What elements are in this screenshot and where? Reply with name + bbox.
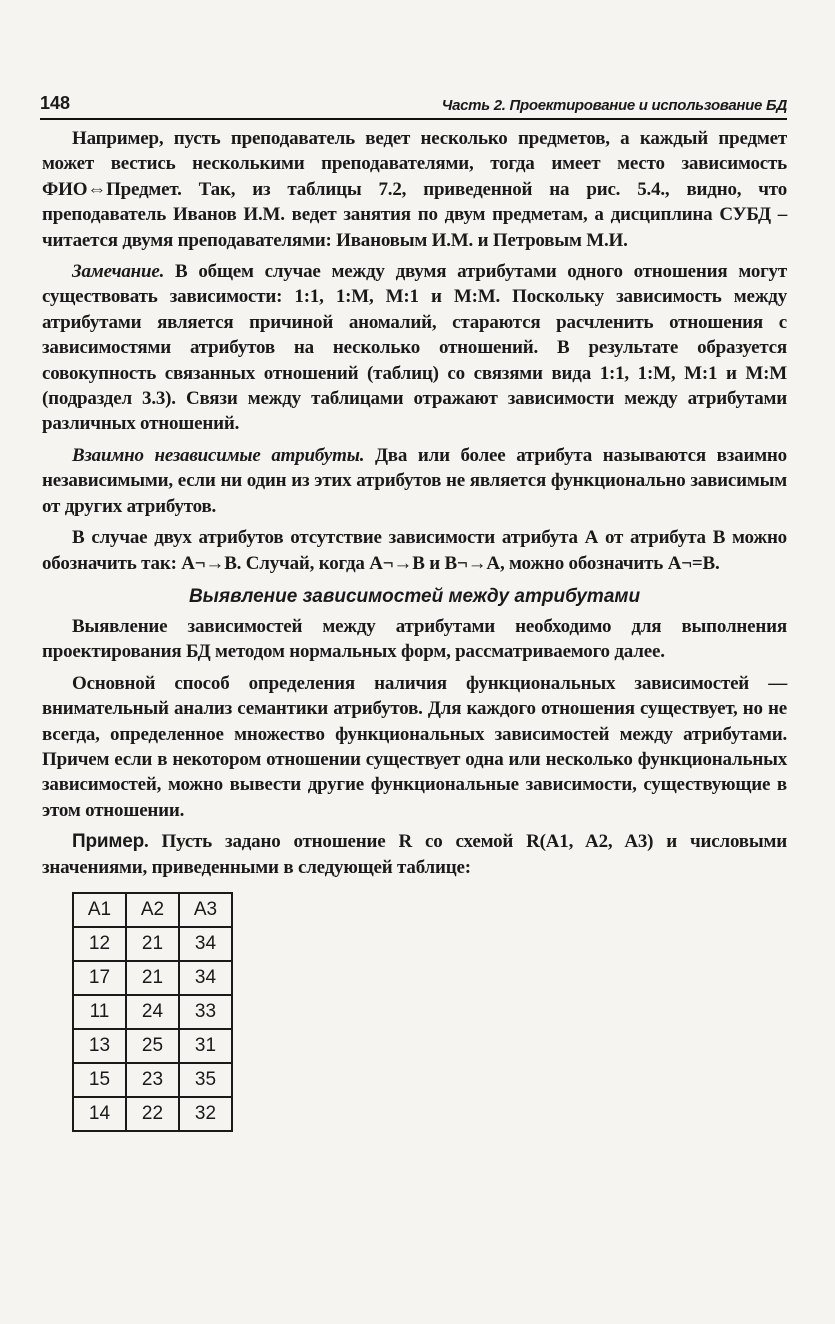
page-header <box>40 94 787 120</box>
relation-table <box>72 892 233 1132</box>
paragraph <box>42 525 787 576</box>
paragraph-text: Основной способ определения наличия функциональных зависимостей — внимательный анализ семантики атрибутов. Для каждого отношения существует, но не всегда, определенное множество функциональных зависимостей между атрибутами. Причем если в некотором отношении существует одна или несколько функциональных зависимостей, можно вывести другие функциональные зависимости, существующие в этом отношении. <box>42 672 787 821</box>
table-row <box>73 1029 232 1063</box>
column-header: A2 <box>126 893 179 927</box>
table-header-row <box>73 893 232 927</box>
paragraph <box>42 126 787 253</box>
table-cell: 22 <box>126 1097 179 1131</box>
table-cell: 32 <box>179 1097 232 1131</box>
paragraph <box>42 671 787 823</box>
column-header: A1 <box>73 893 126 927</box>
paragraph-remark <box>42 259 787 437</box>
paragraph-text: Например, пусть преподаватель ведет несколько предметов, а каждый предмет может вестись несколькими преподавателями, тогда имеет место зависимость ФИО⇔Предмет. Так, из таблицы 7.2, приведенной на рис. 5.4., видно, что преподаватель Иванов И.М. ведет занятия по двум предметам, а дисциплина СУБД – читается двумя преподавателями: Ивановым И.М. и Петровым М.И. <box>42 128 787 251</box>
paragraph-text: Выявление зависимостей между атрибутами необходимо для выполнения проектирования БД методом нормальных форм, рассматриваемого далее. <box>42 615 787 663</box>
table-cell: 15 <box>73 1063 126 1097</box>
table-cell: 24 <box>126 995 179 1029</box>
paragraph-lead: Замечание. <box>72 261 165 283</box>
paragraph-example <box>42 829 787 880</box>
paragraph-text: . Пусть задано отношение R со схемой R(A1, A2, A3) и числовыми значениями, приведенными в следующей таблице: <box>42 831 787 878</box>
table-cell: 33 <box>179 995 232 1029</box>
table-cell: 21 <box>126 927 179 961</box>
paragraph-lead: Пример <box>72 831 144 853</box>
table-cell: 14 <box>73 1097 126 1131</box>
table-row <box>73 927 232 961</box>
running-title: Часть 2. Проектирование и использование БД <box>441 97 787 114</box>
paragraph <box>42 614 787 665</box>
table-row <box>73 1097 232 1131</box>
column-header: A3 <box>179 893 232 927</box>
table-cell: 12 <box>73 927 126 961</box>
table-cell: 13 <box>73 1029 126 1063</box>
paragraph-text: В случае двух атрибутов отсутствие зависимости атрибута А от атрибута В можно обозначить так: А¬→В. Случай, когда А¬→В и В¬→А, можно обозначить А¬=В. <box>42 527 787 574</box>
table-cell: 17 <box>73 961 126 995</box>
page-content <box>42 126 787 1132</box>
paragraph-text: Два или более атрибута называются взаимно независимыми, если ни один из этих атрибутов не является функционально зависимым от других атрибутов. <box>42 444 787 517</box>
table-row <box>73 995 232 1029</box>
table-cell: 25 <box>126 1029 179 1063</box>
table-cell: 23 <box>126 1063 179 1097</box>
table-cell: 11 <box>73 995 126 1029</box>
table-cell: 21 <box>126 961 179 995</box>
paragraph-lead: Взаимно независимые атрибуты. <box>72 444 365 466</box>
table-cell: 35 <box>179 1063 232 1097</box>
paragraph-definition <box>42 443 787 519</box>
table-row <box>73 1063 232 1097</box>
table-cell: 31 <box>179 1029 232 1063</box>
paragraph-text: В общем случае между двумя атрибутами одного отношения могут существовать зависимости: 1:1, 1:М, М:1 и М:М. Поскольку зависимость между атрибутами является причиной аномалий, стараются расчленить отношения с зависимостями атрибутов на несколько отношений. В результате образуется совокупность связанных отношений (таблиц) со связями вида 1:1, 1:М, М:1 и М:М (подраздел 3.3). Связи между таблицами отражают зависимости между атрибутами различных отношений. <box>42 261 787 435</box>
page-number: 148 <box>40 93 71 113</box>
section-heading: Выявление зависимостей между атрибутами <box>188 585 641 607</box>
table-row <box>73 961 232 995</box>
table-cell: 34 <box>179 927 232 961</box>
table-cell: 34 <box>179 961 232 995</box>
